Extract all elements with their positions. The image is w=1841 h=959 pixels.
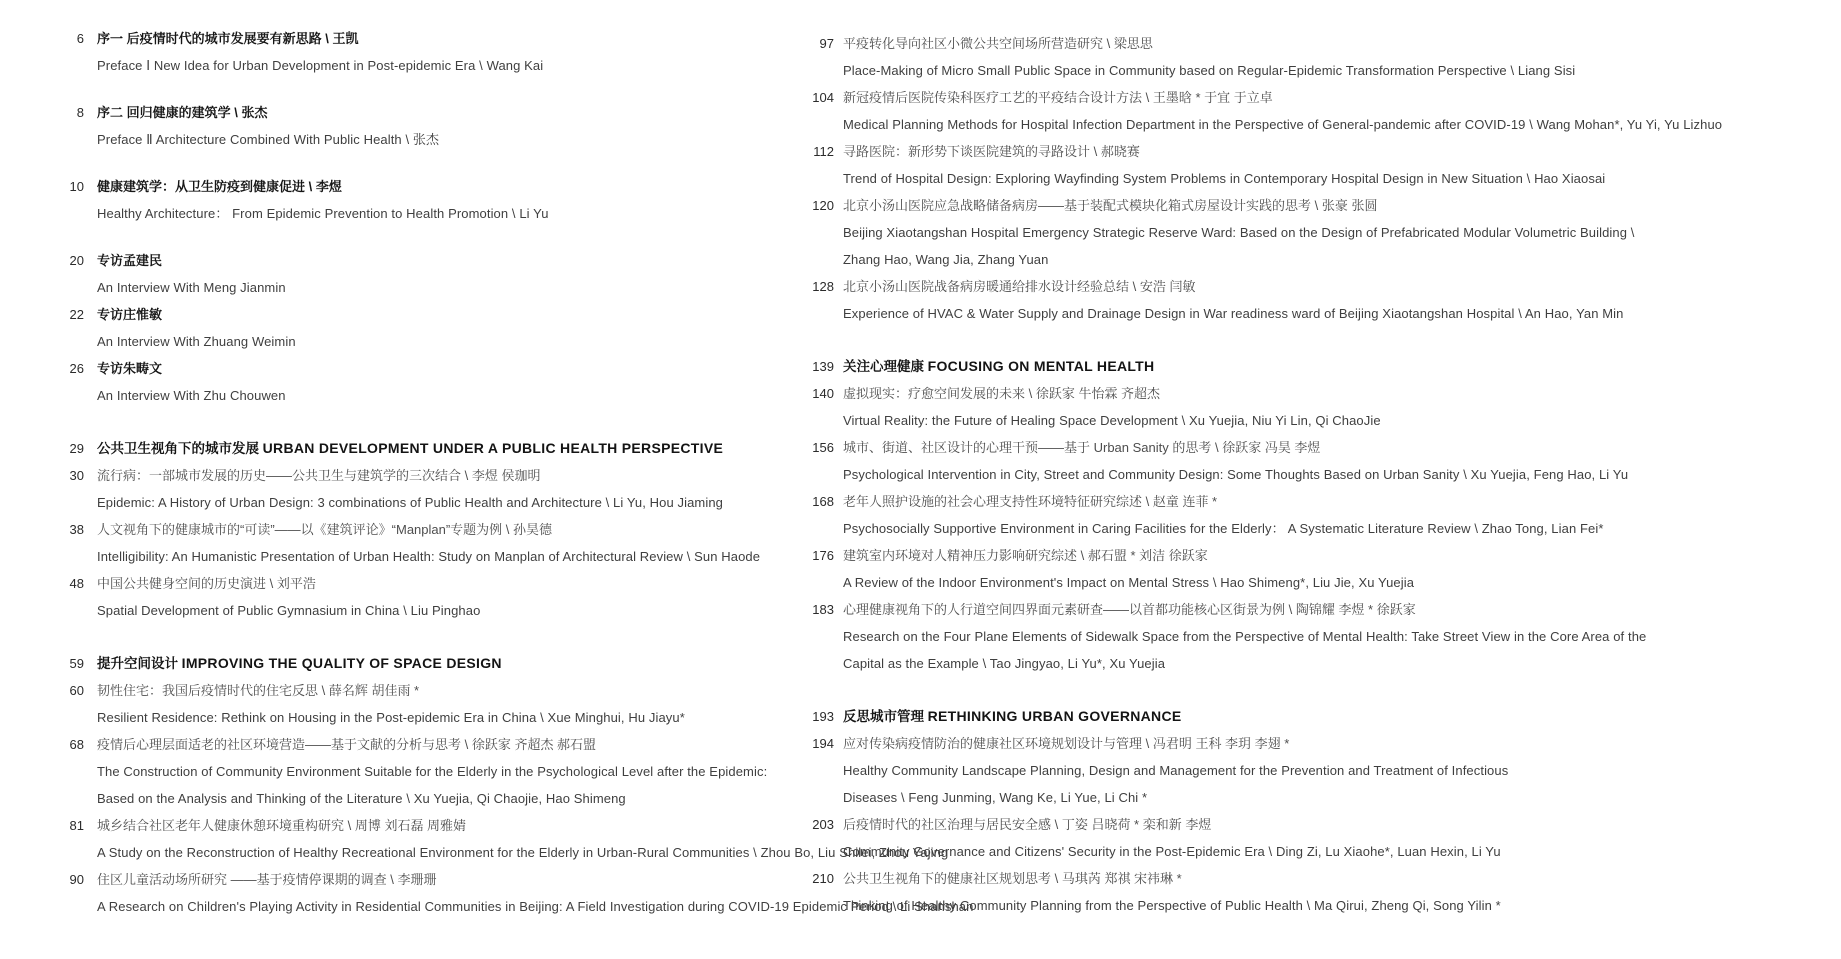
entry-title-zh: 城乡结合社区老年人健康休憩环境重构研究 \ 周博 刘石磊 周雅婧 xyxy=(97,818,467,833)
toc-section-row xyxy=(60,435,774,462)
page-number: 22 xyxy=(69,307,84,322)
toc-entry-row xyxy=(804,434,1629,488)
entry-title-en: A Review of the Indoor Environment's Impact on Mental Stress \ Hao Shimeng*, Liu Jie, Xu Yuejia xyxy=(843,575,1415,590)
page-number: 68 xyxy=(69,737,84,752)
entry-content xyxy=(97,570,480,624)
entry-title-zh: 虚拟现实：疗愈空间发展的未来 \ 徐跃家 牛怡霖 齐超杰 xyxy=(843,386,1161,401)
entry-title-zh: 平疫转化导向社区小微公共空间场所营造研究 \ 梁思思 xyxy=(843,36,1153,51)
entry-title-en: Healthy Architecture： From Epidemic Prevention to Health Promotion \ Li Yu xyxy=(97,206,549,221)
page-number: 29 xyxy=(69,441,84,456)
entry-title-zh: 序二 回归健康的建筑学 \ 张杰 xyxy=(97,105,268,120)
entry-content xyxy=(843,84,1723,138)
entry-content xyxy=(97,731,767,812)
entry-content xyxy=(843,730,1508,811)
page-number: 81 xyxy=(69,818,84,833)
entry-title-zh: 心理健康视角下的人行道空间四界面元素研查——以首都功能核心区街景为例 \ 陶锦耀 李煜 * 徐跃家 xyxy=(843,602,1416,617)
page-number: 60 xyxy=(69,683,84,698)
page-number: 8 xyxy=(76,105,84,120)
entry-content xyxy=(843,488,1604,542)
page-number: 59 xyxy=(69,656,84,671)
page-number: 193 xyxy=(812,709,834,724)
entry-title-en: A Research on Children's Playing Activity in Residential Communities in Beijing: A Field Investigation during COVID-19 Epidemic Period \ Li Shanshan xyxy=(97,899,974,914)
toc-entry-row xyxy=(804,730,1534,811)
entry-content xyxy=(97,173,549,227)
entry-title-zh: 老年人照护设施的社会心理支持性环境特征研究综述 \ 赵童 连菲 * xyxy=(843,494,1218,509)
section-title-en: FOCUSING ON MENTAL HEALTH xyxy=(927,358,1155,374)
entry-content xyxy=(843,192,1635,273)
page-number: 20 xyxy=(69,253,84,268)
toc-entry-row xyxy=(804,84,1723,138)
entry-title-zh: 城市、街道、社区设计的心理干预——基于 Urban Sanity 的思考 \ 徐跃家 冯昊 李煜 xyxy=(843,440,1321,455)
entry-title-en: Experience of HVAC & Water Supply and Drainage Design in War readiness ward of Beijing Xiaotangshan Hospital \ An Hao, Yan Min xyxy=(843,306,1624,321)
entry-content xyxy=(97,99,439,153)
entry-content xyxy=(843,30,1576,84)
toc-entry-row xyxy=(804,192,1635,273)
toc-entry-row xyxy=(60,301,774,355)
page-number: 6 xyxy=(76,31,84,46)
page-number: 156 xyxy=(812,440,834,455)
entry-title-en: Psychological Intervention in City, Street and Community Design: Some Thoughts Based on Urban Sanity \ Xu Yuejia, Feng Hao, Li Yu xyxy=(843,467,1629,482)
entry-title-en: Beijing Xiaotangshan Hospital Emergency Strategic Reserve Ward: Based on the Design of Prefabricated Modular Volumetric Building \ xyxy=(843,225,1635,240)
page-number: 203 xyxy=(812,817,834,832)
entry-content xyxy=(843,353,1154,380)
entry-content xyxy=(843,865,1501,919)
page-number: 176 xyxy=(812,548,834,563)
entry-content xyxy=(97,247,286,301)
entry-title-en: Intelligibility: An Humanistic Presentation of Urban Health: Study on Manplan of Architectural Review \ Sun Haode xyxy=(97,549,761,564)
section-title-zh: 公共卫生视角下的城市发展 xyxy=(97,441,259,456)
entry-title-zh: 专访庄惟敏 xyxy=(97,307,163,322)
entry-title-en: Community Governance and Citizens' Security in the Post-Epidemic Era \ Ding Zi, Lu Xiaohe*, Luan Hexin, Li Yu xyxy=(843,844,1501,859)
entry-content xyxy=(97,435,723,462)
entry-content xyxy=(843,273,1624,327)
page-number: 38 xyxy=(69,522,84,537)
entry-title-zh: 中国公共健身空间的历史演进 \ 刘平浩 xyxy=(97,576,316,591)
toc-entry-row xyxy=(804,596,1647,677)
entry-title-en: Place-Making of Micro Small Public Space in Community based on Regular-Epidemic Transformation Perspective \ Liang Sisi xyxy=(843,63,1576,78)
entry-title-zh: 流行病：一部城市发展的历史——公共卫生与建筑学的三次结合 \ 李煜 侯珈明 xyxy=(97,468,541,483)
entry-content xyxy=(843,380,1381,434)
section-heading xyxy=(97,650,502,677)
page-number: 30 xyxy=(69,468,84,483)
entry-title-en: Zhang Hao, Wang Jia, Zhang Yuan xyxy=(843,252,1049,267)
section-title-zh: 反思城市管理 xyxy=(843,709,924,724)
entry-content xyxy=(97,462,723,516)
toc-entry-row xyxy=(804,488,1604,542)
toc-entry-row xyxy=(804,273,1624,327)
entry-title-zh: 序一 后疫情时代的城市发展要有新思路 \ 王凯 xyxy=(97,31,359,46)
toc-entry-row xyxy=(804,30,1576,84)
toc-entry-row xyxy=(60,570,774,624)
toc-column-right xyxy=(804,30,1723,919)
entry-content xyxy=(97,355,286,409)
entry-title-zh: 后疫情时代的社区治理与居民安全感 \ 丁姿 吕晓荷 * 栾和新 李煜 xyxy=(843,817,1212,832)
page-number: 128 xyxy=(812,279,834,294)
entry-content xyxy=(843,542,1414,596)
page-number: 120 xyxy=(812,198,834,213)
toc-entry-row xyxy=(60,25,774,79)
entry-title-en: A Study on the Reconstruction of Healthy Recreational Environment for the Elderly in Urban-Rural Communities \ Zhou Bo, Liu Shilei, Zhou Yajing xyxy=(97,845,949,860)
toc-entry-row xyxy=(60,731,774,812)
section-title-en: URBAN DEVELOPMENT UNDER A PUBLIC HEALTH PERSPECTIVE xyxy=(262,440,724,456)
toc-entry-row xyxy=(60,247,774,301)
toc-entry-row xyxy=(60,516,774,570)
section-heading xyxy=(843,353,1154,380)
page-number: 104 xyxy=(812,90,834,105)
toc-section-row xyxy=(60,650,774,677)
entry-title-en: Based on the Analysis and Thinking of the Literature \ Xu Yuejia, Qi Chaojie, Hao Shimeng xyxy=(97,791,626,806)
entry-title-zh: 专访朱畴文 xyxy=(97,361,163,376)
toc-entry-row xyxy=(60,355,774,409)
toc-entry-row xyxy=(804,138,1606,192)
entry-title-zh: 公共卫生视角下的健康社区规划思考 \ 马琪芮 郑祺 宋祎琳 * xyxy=(843,871,1182,886)
entry-content xyxy=(97,25,543,79)
entry-title-en: An Interview With Meng Jianmin xyxy=(97,280,286,295)
entry-title-zh: 北京小汤山医院战备病房暖通给排水设计经验总结 \ 安浩 闫敏 xyxy=(843,279,1196,294)
entry-content xyxy=(843,434,1629,488)
entry-title-zh: 住区儿童活动场所研究 ——基于疫情停课期的调查 \ 李珊珊 xyxy=(97,872,437,887)
entry-content xyxy=(843,703,1182,730)
entry-title-en: Medical Planning Methods for Hospital Infection Department in the Perspective of General-pandemic after COVID-19 \ Wang Mohan*, Yu Yi, Yu Lizhuo xyxy=(843,117,1723,132)
page-number: 10 xyxy=(69,179,84,194)
entry-title-en: The Construction of Community Environment Suitable for the Elderly in the Psychological Level after the Epidemic: xyxy=(97,764,768,779)
page-number: 97 xyxy=(819,36,834,51)
entry-title-en: Resilient Residence: Rethink on Housing in the Post-epidemic Era in China \ Xue Minghui, Hu Jiayu* xyxy=(97,710,685,725)
entry-title-en: An Interview With Zhu Chouwen xyxy=(97,388,286,403)
entry-title-zh: 应对传染病疫情防治的健康社区环境规划设计与管理 \ 冯君明 王科 李玥 李翅 * xyxy=(843,736,1290,751)
entry-content xyxy=(97,650,502,677)
section-heading xyxy=(843,703,1182,730)
toc-entry-row xyxy=(804,380,1534,434)
entry-content xyxy=(843,138,1606,192)
section-title-zh: 提升空间设计 xyxy=(97,656,178,671)
entry-title-en: Preface Ⅰ New Idea for Urban Development in Post-epidemic Era \ Wang Kai xyxy=(97,58,544,73)
entry-title-en: Epidemic: A History of Urban Design: 3 combinations of Public Health and Architecture \ Li Yu, Hou Jiaming xyxy=(97,495,724,510)
entry-content xyxy=(97,516,760,570)
entry-title-en: Spatial Development of Public Gymnasium in China \ Liu Pinghao xyxy=(97,603,481,618)
section-title-en: IMPROVING THE QUALITY OF SPACE DESIGN xyxy=(181,655,502,671)
toc-entry-row xyxy=(804,811,1534,865)
page-number: 139 xyxy=(812,359,834,374)
entry-title-en: Virtual Reality: the Future of Healing Space Development \ Xu Yuejia, Niu Yi Lin, Qi ChaoJie xyxy=(843,413,1381,428)
toc-entry-row xyxy=(60,173,774,227)
page-number: 194 xyxy=(812,736,834,751)
toc-entry-row xyxy=(60,677,774,731)
entry-title-en: Healthy Community Landscape Planning, Design and Management for the Prevention and Treatment of Infectious xyxy=(843,763,1509,778)
entry-content xyxy=(843,596,1647,677)
page-number: 210 xyxy=(812,871,834,886)
section-title-en: RETHINKING URBAN GOVERNANCE xyxy=(927,708,1182,724)
page-number: 48 xyxy=(69,576,84,591)
entry-title-en: Diseases \ Feng Junming, Wang Ke, Li Yue, Li Chi * xyxy=(843,790,1148,805)
entry-title-en: Preface Ⅱ Architecture Combined With Public Health \ 张杰 xyxy=(97,132,440,147)
toc-entry-row xyxy=(804,542,1534,596)
page-number: 26 xyxy=(69,361,84,376)
entry-title-en: Thinking of Healthy Community Planning from the Perspective of Public Health \ Ma Qirui, Zheng Qi, Song Yilin * xyxy=(843,898,1501,913)
entry-title-zh: 建筑室内环境对人精神压力影响研究综述 \ 郝石盟 * 刘洁 徐跃家 xyxy=(843,548,1208,563)
entry-title-zh: 北京小汤山医院应急战略储备病房——基于装配式模块化箱式房屋设计实践的思考 \ 张豪 张圆 xyxy=(843,198,1378,213)
entry-title-en: Psychosocially Supportive Environment in Caring Facilities for the Elderly： A Systematic Literature Review \ Zhao Tong, Lian Fei* xyxy=(843,521,1604,536)
page-number: 90 xyxy=(69,872,84,887)
toc-entry-row xyxy=(60,99,774,153)
entry-title-zh: 健康建筑学：从卫生防疫到健康促进 \ 李煜 xyxy=(97,179,342,194)
toc-entry-row xyxy=(804,865,1534,919)
entry-title-zh: 新冠疫情后医院传染科医疗工艺的平疫结合设计方法 \ 王墨晗 * 于宜 于立卓 xyxy=(843,90,1273,105)
entry-content xyxy=(97,301,296,355)
section-title-zh: 关注心理健康 xyxy=(843,359,924,374)
toc-section-row xyxy=(804,703,1534,730)
entry-title-zh: 韧性住宅：我国后疫情时代的住宅反思 \ 薛名辉 胡佳雨 * xyxy=(97,683,420,698)
entry-title-zh: 人文视角下的健康城市的“可读”——以《建筑评论》“Manplan”专题为例 \ 孙昊德 xyxy=(97,522,553,537)
section-heading xyxy=(97,435,723,462)
entry-title-en: Trend of Hospital Design: Exploring Wayfinding System Problems in Contemporary Hospital Design in New Situation \ Hao Xiaosai xyxy=(843,171,1606,186)
entry-title-en: Research on the Four Plane Elements of Sidewalk Space from the Perspective of Mental Health: Take Street View in the Core Area of the xyxy=(843,629,1647,644)
page-number: 183 xyxy=(812,602,834,617)
page-number: 112 xyxy=(813,144,834,159)
toc-entry-row xyxy=(60,462,774,516)
page-number: 140 xyxy=(812,386,834,401)
entry-content xyxy=(97,677,685,731)
entry-title-en: Capital as the Example \ Tao Jingyao, Li Yu*, Xu Yuejia xyxy=(843,656,1166,671)
entry-title-en: An Interview With Zhuang Weimin xyxy=(97,334,296,349)
entry-title-zh: 疫情后心理层面适老的社区环境营造——基于文献的分析与思考 \ 徐跃家 齐超杰 郝石盟 xyxy=(97,737,597,752)
entry-content xyxy=(843,811,1501,865)
page-number: 168 xyxy=(812,494,834,509)
entry-title-zh: 寻路医院：新形势下谈医院建筑的寻路设计 \ 郝晓赛 xyxy=(843,144,1140,159)
toc-section-row xyxy=(804,353,1534,380)
entry-title-zh: 专访孟建民 xyxy=(97,253,163,268)
